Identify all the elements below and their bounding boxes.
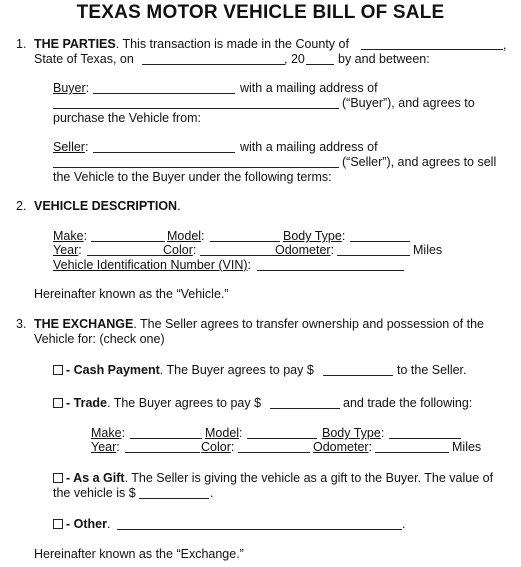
trade-year-label-wrap xyxy=(91,440,120,455)
trade-make-label-wrap xyxy=(91,426,125,441)
make-colon: : xyxy=(83,229,88,243)
make-field[interactable] xyxy=(91,241,165,242)
body-type-colon: : xyxy=(341,229,346,243)
section-3-intro-text: . The Seller agrees to transfer ownership and possession of the xyxy=(133,317,484,331)
trade-text: . The Buyer agrees to pay $ xyxy=(107,396,262,410)
miles-label: Miles xyxy=(413,243,443,257)
seller-label: Seller xyxy=(53,140,85,154)
color-field[interactable] xyxy=(200,255,275,256)
trade-label: - Trade xyxy=(66,396,107,410)
trade-year-colon: : xyxy=(116,440,120,454)
trade-color-label-wrap xyxy=(201,440,234,455)
trade-body-type-colon: : xyxy=(380,426,385,440)
model-label: Model xyxy=(167,229,202,243)
section-1-number: 1. xyxy=(16,37,27,51)
make-label: Make xyxy=(53,229,84,243)
body-type-field[interactable] xyxy=(350,241,410,242)
trade-make-field[interactable] xyxy=(130,438,202,439)
gift-option xyxy=(53,471,493,486)
make-label-wrap xyxy=(53,229,87,244)
body-type-label-wrap xyxy=(283,229,345,244)
cash-option xyxy=(53,363,314,378)
trade-odometer-field[interactable] xyxy=(375,452,449,453)
trade-color-colon: : xyxy=(230,440,235,454)
document-title: TEXAS MOTOR VEHICLE BILL OF SALE xyxy=(76,2,445,23)
buyer-colon: : xyxy=(85,81,90,95)
trade-odometer-label-wrap xyxy=(313,440,372,455)
odometer-colon: : xyxy=(330,243,335,257)
color-label: Color xyxy=(163,243,193,257)
buyer-name-field[interactable] xyxy=(93,93,235,94)
section-3-intro2: Vehicle for: (check one) xyxy=(34,332,165,346)
section-2-number: 2. xyxy=(16,199,27,213)
vehicle-hereinafter: Hereinafter known as the “Vehicle.” xyxy=(34,287,229,301)
model-field[interactable] xyxy=(210,241,280,242)
trade-odometer-colon: : xyxy=(368,440,373,454)
county-comma: , xyxy=(503,38,507,52)
odometer-label-wrap xyxy=(275,243,334,258)
section-1-intro xyxy=(34,37,349,52)
buyer-agrees-text: (“Buyer”), and agrees to xyxy=(342,96,475,110)
year-label: Year xyxy=(53,243,79,257)
buyer-label: Buyer xyxy=(53,81,86,95)
body-type-label: Body Type xyxy=(283,229,342,243)
odometer-field[interactable] xyxy=(337,255,410,256)
cash-amount-field[interactable] xyxy=(323,375,393,376)
trade-body-type-field[interactable] xyxy=(389,438,461,439)
vin-colon: : xyxy=(247,258,252,272)
other-field[interactable] xyxy=(117,529,402,530)
section-2-heading: VEHICLE DESCRIPTION xyxy=(34,199,178,213)
cash-end-text: to the Seller. xyxy=(397,363,467,377)
trade-checkbox[interactable] xyxy=(53,398,63,408)
section-3-intro xyxy=(34,317,484,332)
odometer-label: Odometer xyxy=(275,243,331,257)
trade-amount-field[interactable] xyxy=(270,408,340,409)
date-field[interactable] xyxy=(142,64,285,65)
trade-body-type-label-wrap xyxy=(322,426,384,441)
state-text: State of Texas, on xyxy=(34,52,134,66)
year-field[interactable] xyxy=(306,64,334,65)
other-option xyxy=(53,517,110,532)
color-colon: : xyxy=(192,243,197,257)
section-2-heading-wrap xyxy=(34,199,181,214)
trade-model-label-wrap xyxy=(205,426,243,441)
buyer-mailing-text: with a mailing address of xyxy=(240,81,378,95)
trade-model-colon: : xyxy=(239,426,243,440)
other-period: . xyxy=(106,517,111,531)
section-1-heading: THE PARTIES xyxy=(34,37,116,51)
vin-field[interactable] xyxy=(257,270,404,271)
buyer-address-field[interactable] xyxy=(53,108,339,109)
color-label-wrap xyxy=(163,243,196,258)
terms-text: the Vehicle to the Buyer under the following terms: xyxy=(53,170,332,184)
section-1-intro-text: . This transaction is made in the County of xyxy=(115,37,349,51)
purchase-from-text: purchase the Vehicle from: xyxy=(53,111,201,125)
county-field[interactable] xyxy=(361,49,503,50)
trade-color-field[interactable] xyxy=(238,452,310,453)
year-prefix: , 20 xyxy=(284,52,305,66)
buyer-label-wrap xyxy=(53,81,89,96)
trade-model-label: Model xyxy=(205,426,240,440)
seller-name-field[interactable] xyxy=(93,152,235,153)
seller-agrees-text: (“Seller”), and agrees to sell xyxy=(342,155,497,169)
section-3-number: 3. xyxy=(16,317,27,331)
gift-text: . The Seller is giving the vehicle as a gift to the Buyer. The value of xyxy=(124,471,494,485)
section-3-heading: THE EXCHANGE xyxy=(34,317,134,331)
trade-body-type-label: Body Type xyxy=(322,426,381,440)
by-between-text: by and between: xyxy=(338,52,430,66)
trade-year-field[interactable] xyxy=(125,452,200,453)
year-label-wrap xyxy=(53,243,82,258)
section-2-period: . xyxy=(177,199,181,213)
gift-value-field[interactable] xyxy=(139,498,209,499)
trade-option xyxy=(53,396,261,411)
vehicle-year-field[interactable] xyxy=(87,255,163,256)
vin-label: Vehicle Identification Number (VIN) xyxy=(53,258,248,272)
other-checkbox[interactable] xyxy=(53,519,63,529)
trade-end-text: and trade the following: xyxy=(343,396,473,410)
cash-label: - Cash Payment xyxy=(66,363,160,377)
gift-period: . xyxy=(210,486,214,500)
year-colon: : xyxy=(78,243,82,257)
model-label-wrap xyxy=(167,229,205,244)
gift-text-2: the vehicle is $ xyxy=(53,486,136,500)
exchange-hereinafter: Hereinafter known as the “Exchange.” xyxy=(34,547,244,561)
gift-checkbox[interactable] xyxy=(53,473,63,483)
trade-odometer-label: Odometer xyxy=(313,440,369,454)
trade-color-label: Color xyxy=(201,440,231,454)
trade-make-label: Make xyxy=(91,426,122,440)
cash-checkbox[interactable] xyxy=(53,365,63,375)
model-colon: : xyxy=(201,229,205,243)
vin-label-wrap xyxy=(53,258,251,273)
other-end-period: . xyxy=(402,517,406,531)
trade-model-field[interactable] xyxy=(247,438,317,439)
trade-year-label: Year xyxy=(91,440,117,454)
seller-colon: : xyxy=(84,140,89,154)
seller-label-wrap xyxy=(53,140,88,155)
cash-text: . The Buyer agrees to pay $ xyxy=(159,363,314,377)
other-label: - Other xyxy=(66,517,107,531)
seller-mailing-text: with a mailing address of xyxy=(240,140,378,154)
trade-miles-label: Miles xyxy=(452,440,482,454)
seller-address-field[interactable] xyxy=(53,167,339,168)
trade-make-colon: : xyxy=(121,426,126,440)
gift-label: - As a Gift xyxy=(66,471,125,485)
